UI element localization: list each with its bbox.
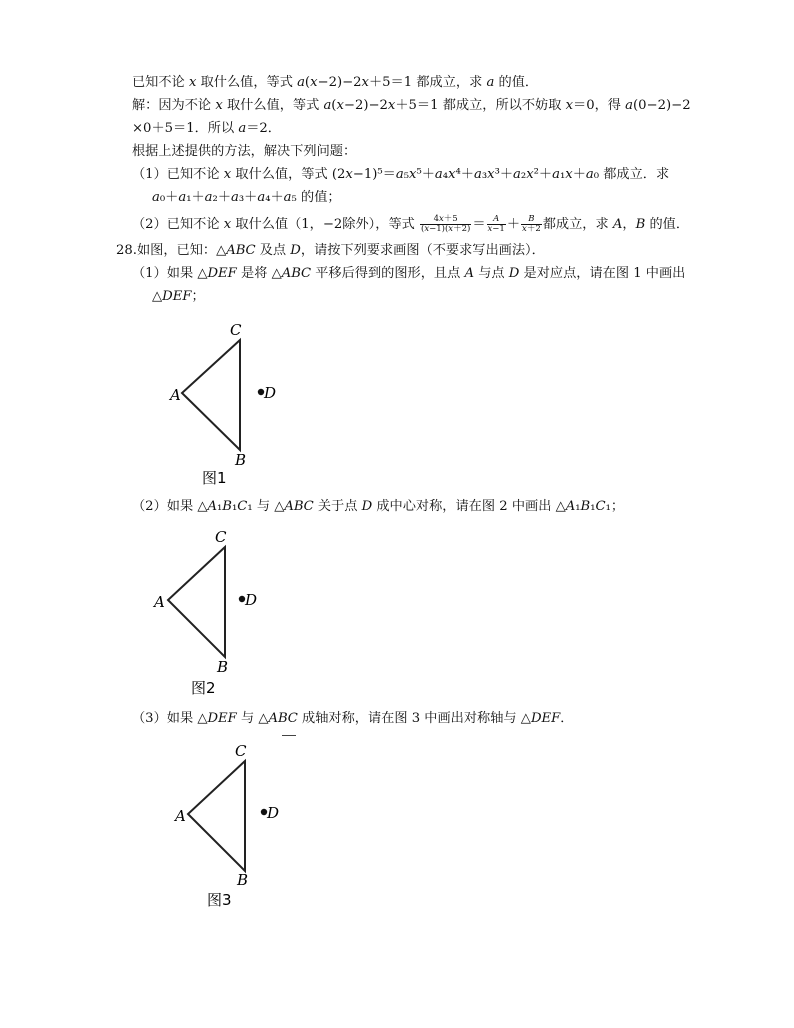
intro-line-2: 解：因为不论 𝑥 取什么值，等式 𝑎(𝑥−2)−2𝑥＋5＝1 都成立，所以不妨取 𝑥＝0，得 𝑎(0−2)−2	[132, 98, 691, 113]
q2-prefix: （2）已知不论 𝑥 取什么值（1，−2除外），等式	[132, 217, 415, 232]
label-b: B	[217, 658, 229, 676]
q1-line-1: （1）已知不论 𝑥 取什么值，等式 (2𝑥−1)⁵＝𝑎₅𝑥⁵＋𝑎₄𝑥⁴＋𝑎₃𝑥³＋𝑎₂𝑥²＋𝑎₁𝑥＋𝑎₀ 都成立．求	[132, 167, 670, 182]
q2-fraction-2-denominator: 𝑥−1	[487, 224, 505, 234]
figure-3-caption: 图3	[207, 891, 232, 909]
intro-line-3: ×0＋5＝1．所以 𝑎＝2．	[132, 121, 281, 136]
q2-line	[132, 215, 689, 234]
q2-fraction-1	[420, 215, 471, 234]
figure-1-caption: 图1	[202, 469, 227, 487]
label-a: A	[170, 386, 181, 404]
figure-1	[160, 315, 300, 490]
p28-s2: （2）如果 △𝐴₁𝐵₁𝐶₁ 与 △𝐴𝐵𝐶 关于点 𝐷 成中心对称，请在图 2 中画出 △𝐴₁𝐵₁𝐶₁；	[132, 499, 625, 514]
p28-s1-line-1: （1）如果 △𝐷𝐸𝐹 是将 △𝐴𝐵𝐶 平移后得到的图形，且点 𝐴 与点 𝐷 是对应点，请在图 1 中画出	[132, 266, 686, 281]
figure-2-caption: 图2	[191, 679, 216, 697]
q2-suffix: 都成立，求 𝐴，𝐵 的值．	[542, 217, 690, 232]
label-d: D	[264, 384, 277, 402]
figure-3	[165, 738, 305, 913]
q2-plus: ＋	[506, 217, 521, 232]
q2-fraction-2-numerator: 𝐴	[487, 215, 506, 225]
label-c: C	[230, 321, 242, 339]
label-a: A	[154, 593, 165, 611]
q2-fraction-3-denominator: 𝑥＋2	[522, 224, 541, 234]
q2-fraction-1-numerator: 4𝑥＋5	[420, 215, 471, 225]
p28-title: 28.如图，已知：△𝐴𝐵𝐶 及点 𝐷，请按下列要求画图（不要求写出画法）．	[116, 243, 545, 258]
label-a: A	[175, 807, 186, 825]
intro-line-4: 根据上述提供的方法，解决下列问题：	[132, 144, 357, 159]
q2-fraction-3-numerator: 𝐵	[521, 215, 542, 225]
p28-s1-line-2: △𝐷𝐸𝐹；	[152, 289, 205, 304]
q1-line-2: 𝑎₀＋𝑎₁＋𝑎₂＋𝑎₃＋𝑎₄＋𝑎₅ 的值；	[152, 190, 341, 205]
label-d: D	[245, 591, 258, 609]
q2-fraction-3	[521, 215, 542, 234]
q2-fraction-1-denominator: (𝑥−1)(𝑥＋2)	[421, 224, 471, 234]
stray-mark	[282, 735, 296, 736]
label-d: D	[267, 804, 280, 822]
triangle-abc	[188, 761, 245, 871]
label-c: C	[235, 742, 247, 760]
q2-fraction-2	[487, 215, 506, 234]
q2-equals: ＝	[472, 217, 486, 232]
figure-2	[145, 525, 285, 700]
label-c: C	[215, 528, 227, 546]
triangle-abc	[168, 547, 225, 657]
triangle-abc	[182, 340, 240, 450]
p28-s3: （3）如果 △𝐷𝐸𝐹 与 △𝐴𝐵𝐶 成轴对称，请在图 3 中画出对称轴与 △𝐷𝐸𝐹．	[132, 711, 574, 726]
label-b: B	[235, 451, 247, 469]
intro-line-1: 已知不论 𝑥 取什么值，等式 𝑎(𝑥−2)−2𝑥＋5＝1 都成立，求 𝑎 的值．	[132, 75, 539, 90]
label-b: B	[237, 871, 249, 889]
